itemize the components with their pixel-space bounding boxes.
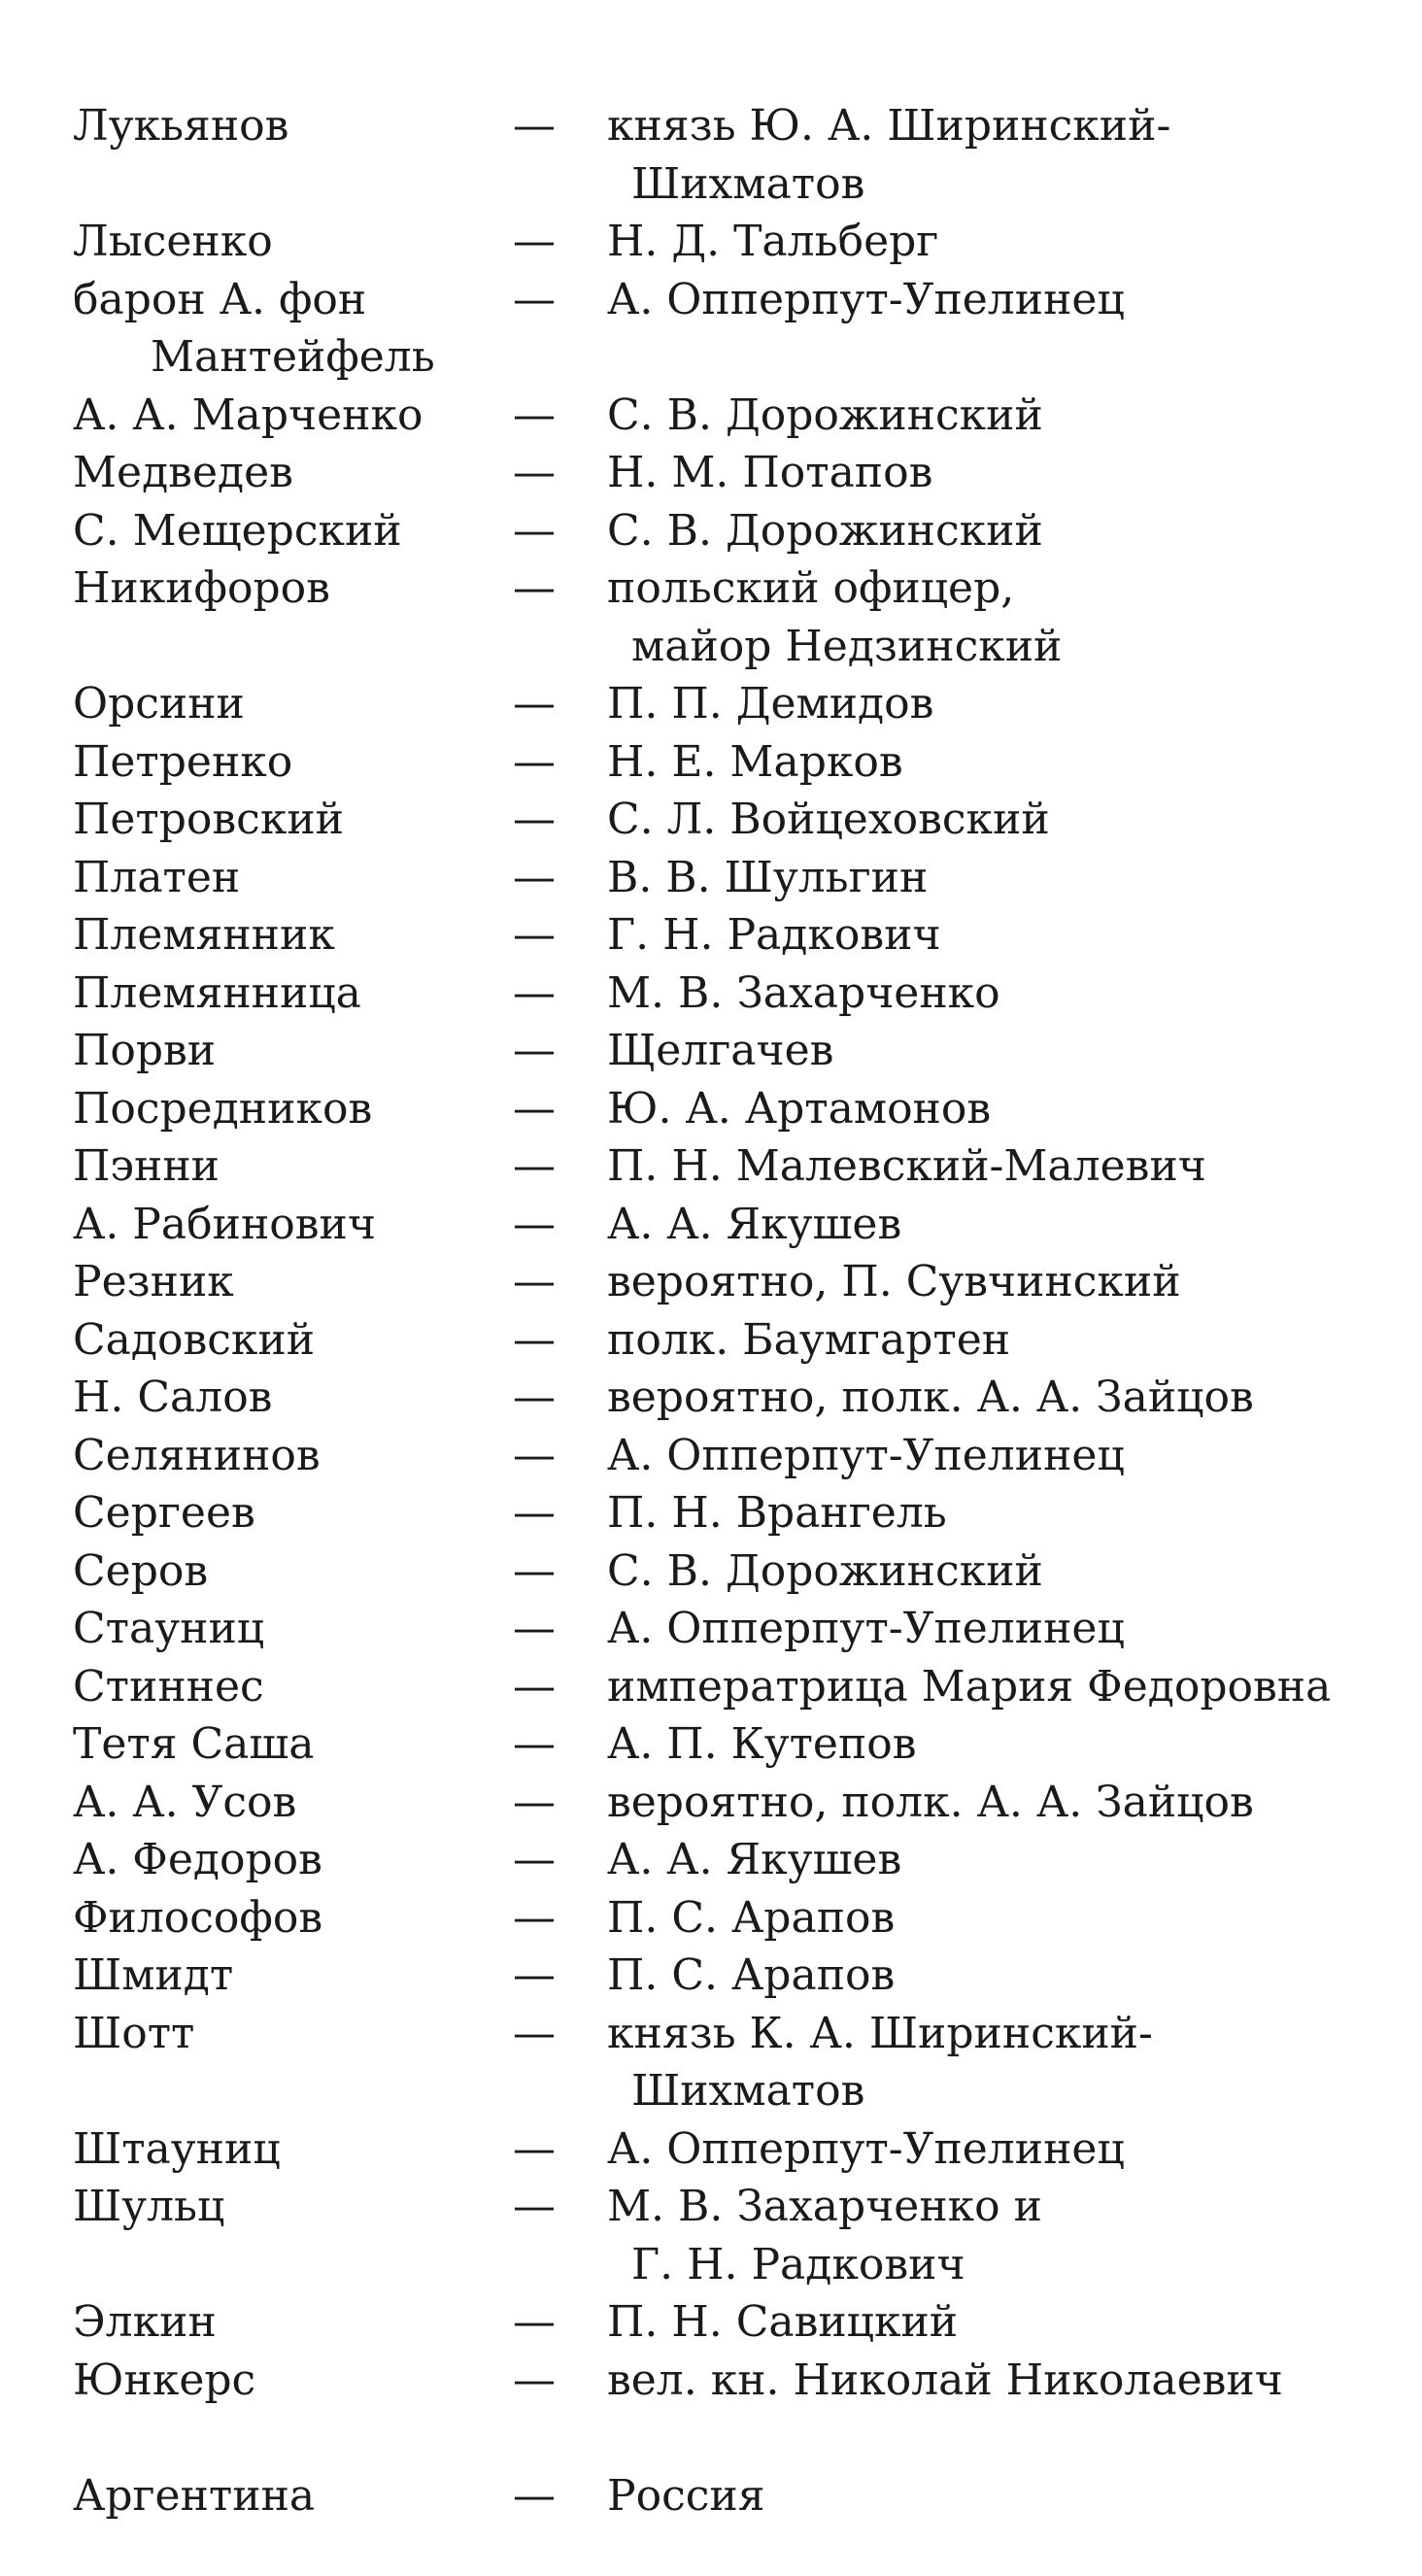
pseudonym [73, 213, 491, 271]
separator-dash: — [513, 1373, 556, 1422]
real-name-line: П. С. Арапов [607, 1950, 896, 2000]
pseudonym-line: барон А. фон [73, 274, 367, 324]
real-name [607, 559, 1404, 675]
real-name-line: А. Опперпут-Упелинец [607, 2123, 1125, 2174]
pseudonym-line: Посредников [73, 1083, 373, 1134]
list-item [73, 559, 1404, 675]
pseudonym [73, 1658, 491, 1716]
separator-dash: — [513, 1545, 556, 1596]
real-name [607, 675, 1404, 733]
real-name [607, 1080, 1404, 1138]
real-name [607, 97, 1404, 213]
pseudonym [73, 1831, 491, 1889]
real-name-line: Н. Е. Марков [607, 736, 903, 787]
real-name [607, 2120, 1404, 2179]
pseudonym [73, 1196, 491, 1254]
pseudonym [73, 733, 491, 792]
real-name [607, 1253, 1404, 1311]
list-item [73, 1022, 1404, 1080]
pseudonym-line: А. А. Марченко [73, 390, 423, 440]
pseudonym-line: Н. Салов [73, 1373, 273, 1422]
separator-dash: — [513, 1661, 556, 1712]
list-item [73, 675, 1404, 733]
pseudonym-line: Медведев [73, 448, 293, 497]
pseudonym-line: Шмидт [73, 1950, 234, 2000]
pseudonym [73, 791, 491, 849]
real-name-line: Н. М. Потапов [607, 448, 933, 497]
separator-dash: — [513, 101, 556, 151]
pseudonym-line: Аргентина [73, 2471, 316, 2521]
separator-dash: — [513, 1950, 556, 2000]
separator-dash: — [513, 795, 556, 844]
pseudonym [73, 1484, 491, 1542]
real-name-line: А. А. Якушев [607, 1199, 902, 1249]
pseudonym-line: А. Рабинович [73, 1199, 376, 1249]
real-name [607, 1022, 1404, 1080]
real-name-line: М. В. Захарченко и [607, 2182, 1042, 2231]
separator-dash: — [513, 852, 556, 902]
pseudonym-line: Сергеев [73, 1488, 255, 1538]
separator-dash: — [513, 563, 556, 613]
list-item [73, 1196, 1404, 1254]
real-name-line: А. П. Кутепов [607, 1719, 917, 1769]
pseudonym [73, 444, 491, 502]
real-name-line: князь Ю. А. Ширинский- [607, 101, 1171, 151]
real-name [607, 1774, 1404, 1832]
separator-dash: — [513, 1488, 556, 1538]
real-name-line: Шихматов [631, 2066, 865, 2116]
real-name-line: С. Л. Войцеховский [607, 795, 1050, 844]
pseudonym-line: Племянник [73, 910, 335, 960]
real-name-line: Ю. А. Артамонов [607, 1083, 992, 1134]
real-name-line: П. С. Арапов [607, 1892, 896, 1943]
real-name-line: В. В. Шульгин [607, 852, 929, 902]
list-item [73, 1774, 1404, 1832]
separator-dash: — [513, 736, 556, 787]
real-name-line: А. Опперпут-Упелинец [607, 274, 1125, 324]
pseudonym [73, 1715, 491, 1774]
pseudonym [73, 1600, 491, 1658]
pseudonym [73, 97, 491, 213]
real-name [607, 2005, 1404, 2120]
real-name-line: Г. Н. Радкович [607, 910, 941, 960]
separator-dash: — [513, 967, 556, 1018]
real-name [607, 213, 1404, 271]
separator-dash: — [513, 2123, 556, 2174]
list-item [73, 387, 1404, 445]
real-name-line: Шихматов [631, 158, 865, 209]
real-name [607, 1196, 1404, 1254]
list-item [73, 1831, 1404, 1889]
real-name [607, 1947, 1404, 2005]
pseudonym [73, 2293, 491, 2352]
pseudonym-line: Платен [73, 852, 241, 902]
separator-dash: — [513, 1083, 556, 1134]
list-item [73, 1427, 1404, 1485]
pseudonym [73, 502, 491, 560]
real-name-line: А. Опперпут-Упелинец [607, 1604, 1125, 1653]
real-name [607, 1889, 1404, 1948]
separator-dash: — [513, 448, 556, 497]
real-name [607, 791, 1404, 849]
real-name-line: С. В. Дорожинский [607, 1545, 1043, 1596]
separator-dash: — [513, 2008, 556, 2058]
pseudonym-line: Порви [73, 1026, 217, 1075]
real-name-line: П. Н. Савицкий [607, 2297, 959, 2347]
pseudonym [73, 1253, 491, 1311]
real-name-line: князь К. А. Ширинский- [607, 2008, 1153, 2058]
list-item [73, 1889, 1404, 1948]
real-name-line: польский офицер, [607, 563, 1015, 613]
pseudonym [73, 1774, 491, 1832]
real-name-line: А. Опперпут-Упелинец [607, 1430, 1125, 1480]
separator-dash: — [513, 274, 556, 324]
separator-dash: — [513, 1719, 556, 1769]
separator-dash: — [513, 505, 556, 556]
list-item [73, 2178, 1404, 2293]
pseudonym-line: Пэнни [73, 1141, 220, 1191]
list-item [73, 791, 1404, 849]
list-item [73, 2005, 1404, 2120]
real-name-line: Щелгачев [607, 1026, 834, 1075]
pseudonym [73, 559, 491, 675]
real-name [607, 1484, 1404, 1542]
pseudonym [73, 2352, 491, 2410]
real-name-line: полк. Баумгартен [607, 1314, 1011, 1365]
list-item [73, 1542, 1404, 1601]
pseudonym [73, 1137, 491, 1196]
pseudonym-list [73, 97, 1404, 2525]
separator-dash: — [513, 2182, 556, 2231]
list-item [73, 213, 1404, 271]
pseudonym [73, 1080, 491, 1138]
pseudonym-line: А. А. Усов [73, 1777, 297, 1827]
pseudonym-line: А. Федоров [73, 1835, 322, 1884]
pseudonym-line: С. Мещерский [73, 505, 402, 556]
pseudonym-line: Тетя Саша [73, 1719, 315, 1769]
pseudonym-line: Шульц [73, 2182, 225, 2231]
pseudonym [73, 849, 491, 907]
real-name-line: Н. Д. Тальберг [607, 217, 939, 266]
pseudonym [73, 2120, 491, 2179]
real-name [607, 849, 1404, 907]
real-name [607, 965, 1404, 1023]
pseudonym [73, 271, 491, 387]
pseudonym-line: Мантейфель [151, 332, 435, 382]
pseudonym [73, 1542, 491, 1601]
pseudonym-line: Петренко [73, 736, 293, 787]
real-name [607, 1542, 1404, 1601]
separator-dash: — [513, 1430, 556, 1480]
pseudonym-line: Орсини [73, 679, 245, 729]
real-name-line: М. В. Захарченко [607, 967, 1000, 1018]
real-name [607, 2178, 1404, 2293]
pseudonym-line: Стиннес [73, 1661, 264, 1712]
pseudonym-line: Лысенко [73, 217, 273, 266]
separator-dash: — [513, 2471, 556, 2521]
real-name [607, 733, 1404, 792]
list-item [73, 502, 1404, 560]
list-item [73, 1253, 1404, 1311]
real-name [607, 1137, 1404, 1196]
pseudonym [73, 965, 491, 1023]
real-name-line: П. Н. Малевский-Малевич [607, 1141, 1206, 1191]
list-item [73, 2120, 1404, 2179]
separator-dash: — [513, 2297, 556, 2347]
real-name-line: вероятно, П. Сувчинский [607, 1257, 1181, 1306]
pseudonym [73, 387, 491, 445]
pseudonym-line: Юнкерс [73, 2355, 256, 2405]
list-item [73, 906, 1404, 965]
real-name [607, 444, 1404, 502]
pseudonym [73, 1369, 491, 1427]
pseudonym [73, 906, 491, 965]
list-item [73, 1715, 1404, 1774]
list-item [73, 1600, 1404, 1658]
real-name [607, 1715, 1404, 1774]
pseudonym [73, 2005, 491, 2120]
pseudonym [73, 1022, 491, 1080]
pseudonym-line: Лукьянов [73, 101, 289, 151]
separator-dash: — [513, 910, 556, 960]
real-name [607, 2293, 1404, 2352]
real-name [607, 502, 1404, 560]
list-item [73, 1137, 1404, 1196]
list-item [73, 1080, 1404, 1138]
real-name [607, 1600, 1404, 1658]
separator-dash: — [513, 217, 556, 266]
list-item [73, 271, 1404, 387]
real-name [607, 387, 1404, 445]
pseudonym-line: Серов [73, 1545, 209, 1596]
separator-dash: — [513, 1892, 556, 1943]
real-name [607, 1427, 1404, 1485]
list-item [73, 1311, 1404, 1370]
list-item [73, 733, 1404, 792]
separator-dash: — [513, 1604, 556, 1653]
pseudonym-line: Племянница [73, 967, 361, 1018]
pseudonym-line: Селянинов [73, 1430, 321, 1480]
real-name-line: вел. кн. Николай Николаевич [607, 2355, 1283, 2405]
real-name-line: С. В. Дорожинский [607, 390, 1043, 440]
real-name [607, 906, 1404, 965]
pseudonym-line: Петровский [73, 795, 344, 844]
pseudonym [73, 1427, 491, 1485]
pseudonym-line: Элкин [73, 2297, 217, 2347]
real-name [607, 2352, 1404, 2410]
separator-dash: — [513, 1257, 556, 1306]
separator-dash: — [513, 679, 556, 729]
list-item [73, 965, 1404, 1023]
list-item [73, 1947, 1404, 2005]
pseudonym-line: Садовский [73, 1314, 316, 1365]
pseudonym [73, 1311, 491, 1370]
pseudonym-line: Резник [73, 1257, 234, 1306]
pseudonym-line: Штауниц [73, 2123, 281, 2174]
real-name-line: С. В. Дорожинский [607, 505, 1043, 556]
pseudonym-line: Философов [73, 1892, 323, 1943]
pseudonym [73, 2467, 491, 2525]
real-name [607, 1311, 1404, 1370]
list-item [73, 2293, 1404, 2352]
list-item [73, 849, 1404, 907]
real-name-line: П. Н. Врангель [607, 1488, 947, 1538]
real-name-line: вероятно, полк. А. А. Зайцов [607, 1373, 1254, 1422]
list-item [73, 97, 1404, 213]
real-name-line: Россия [607, 2471, 765, 2521]
section-gap [73, 2409, 1404, 2467]
pseudonym-line: Шотт [73, 2008, 195, 2058]
real-name [607, 271, 1404, 387]
pseudonym [73, 1947, 491, 2005]
real-name [607, 1658, 1404, 1716]
pseudonym [73, 1889, 491, 1948]
list-item [73, 1369, 1404, 1427]
real-name [607, 1369, 1404, 1427]
list-item [73, 2352, 1404, 2410]
real-name [607, 1831, 1404, 1889]
separator-dash: — [513, 1835, 556, 1884]
list-item [73, 1658, 1404, 1716]
separator-dash: — [513, 1026, 556, 1075]
separator-dash: — [513, 1199, 556, 1249]
separator-dash: — [513, 390, 556, 440]
list-item [73, 2467, 1404, 2525]
separator-dash: — [513, 2355, 556, 2405]
separator-dash: — [513, 1141, 556, 1191]
real-name-line: майор Недзинский [631, 621, 1063, 671]
pseudonym [73, 675, 491, 733]
real-name-line: П. П. Демидов [607, 679, 934, 729]
real-name-line: вероятно, полк. А. А. Зайцов [607, 1777, 1254, 1827]
separator-dash: — [513, 1314, 556, 1365]
list-item [73, 444, 1404, 502]
list-item [73, 1484, 1404, 1542]
real-name-line: императрица Мария Федоровна [607, 1661, 1332, 1712]
real-name [607, 2467, 1404, 2525]
pseudonym-line: Никифоров [73, 563, 330, 613]
pseudonym-line: Стауниц [73, 1604, 265, 1653]
pseudonym [73, 2178, 491, 2293]
separator-dash: — [513, 1777, 556, 1827]
real-name-line: Г. Н. Радкович [631, 2239, 965, 2289]
real-name-line: А. А. Якушев [607, 1835, 902, 1884]
